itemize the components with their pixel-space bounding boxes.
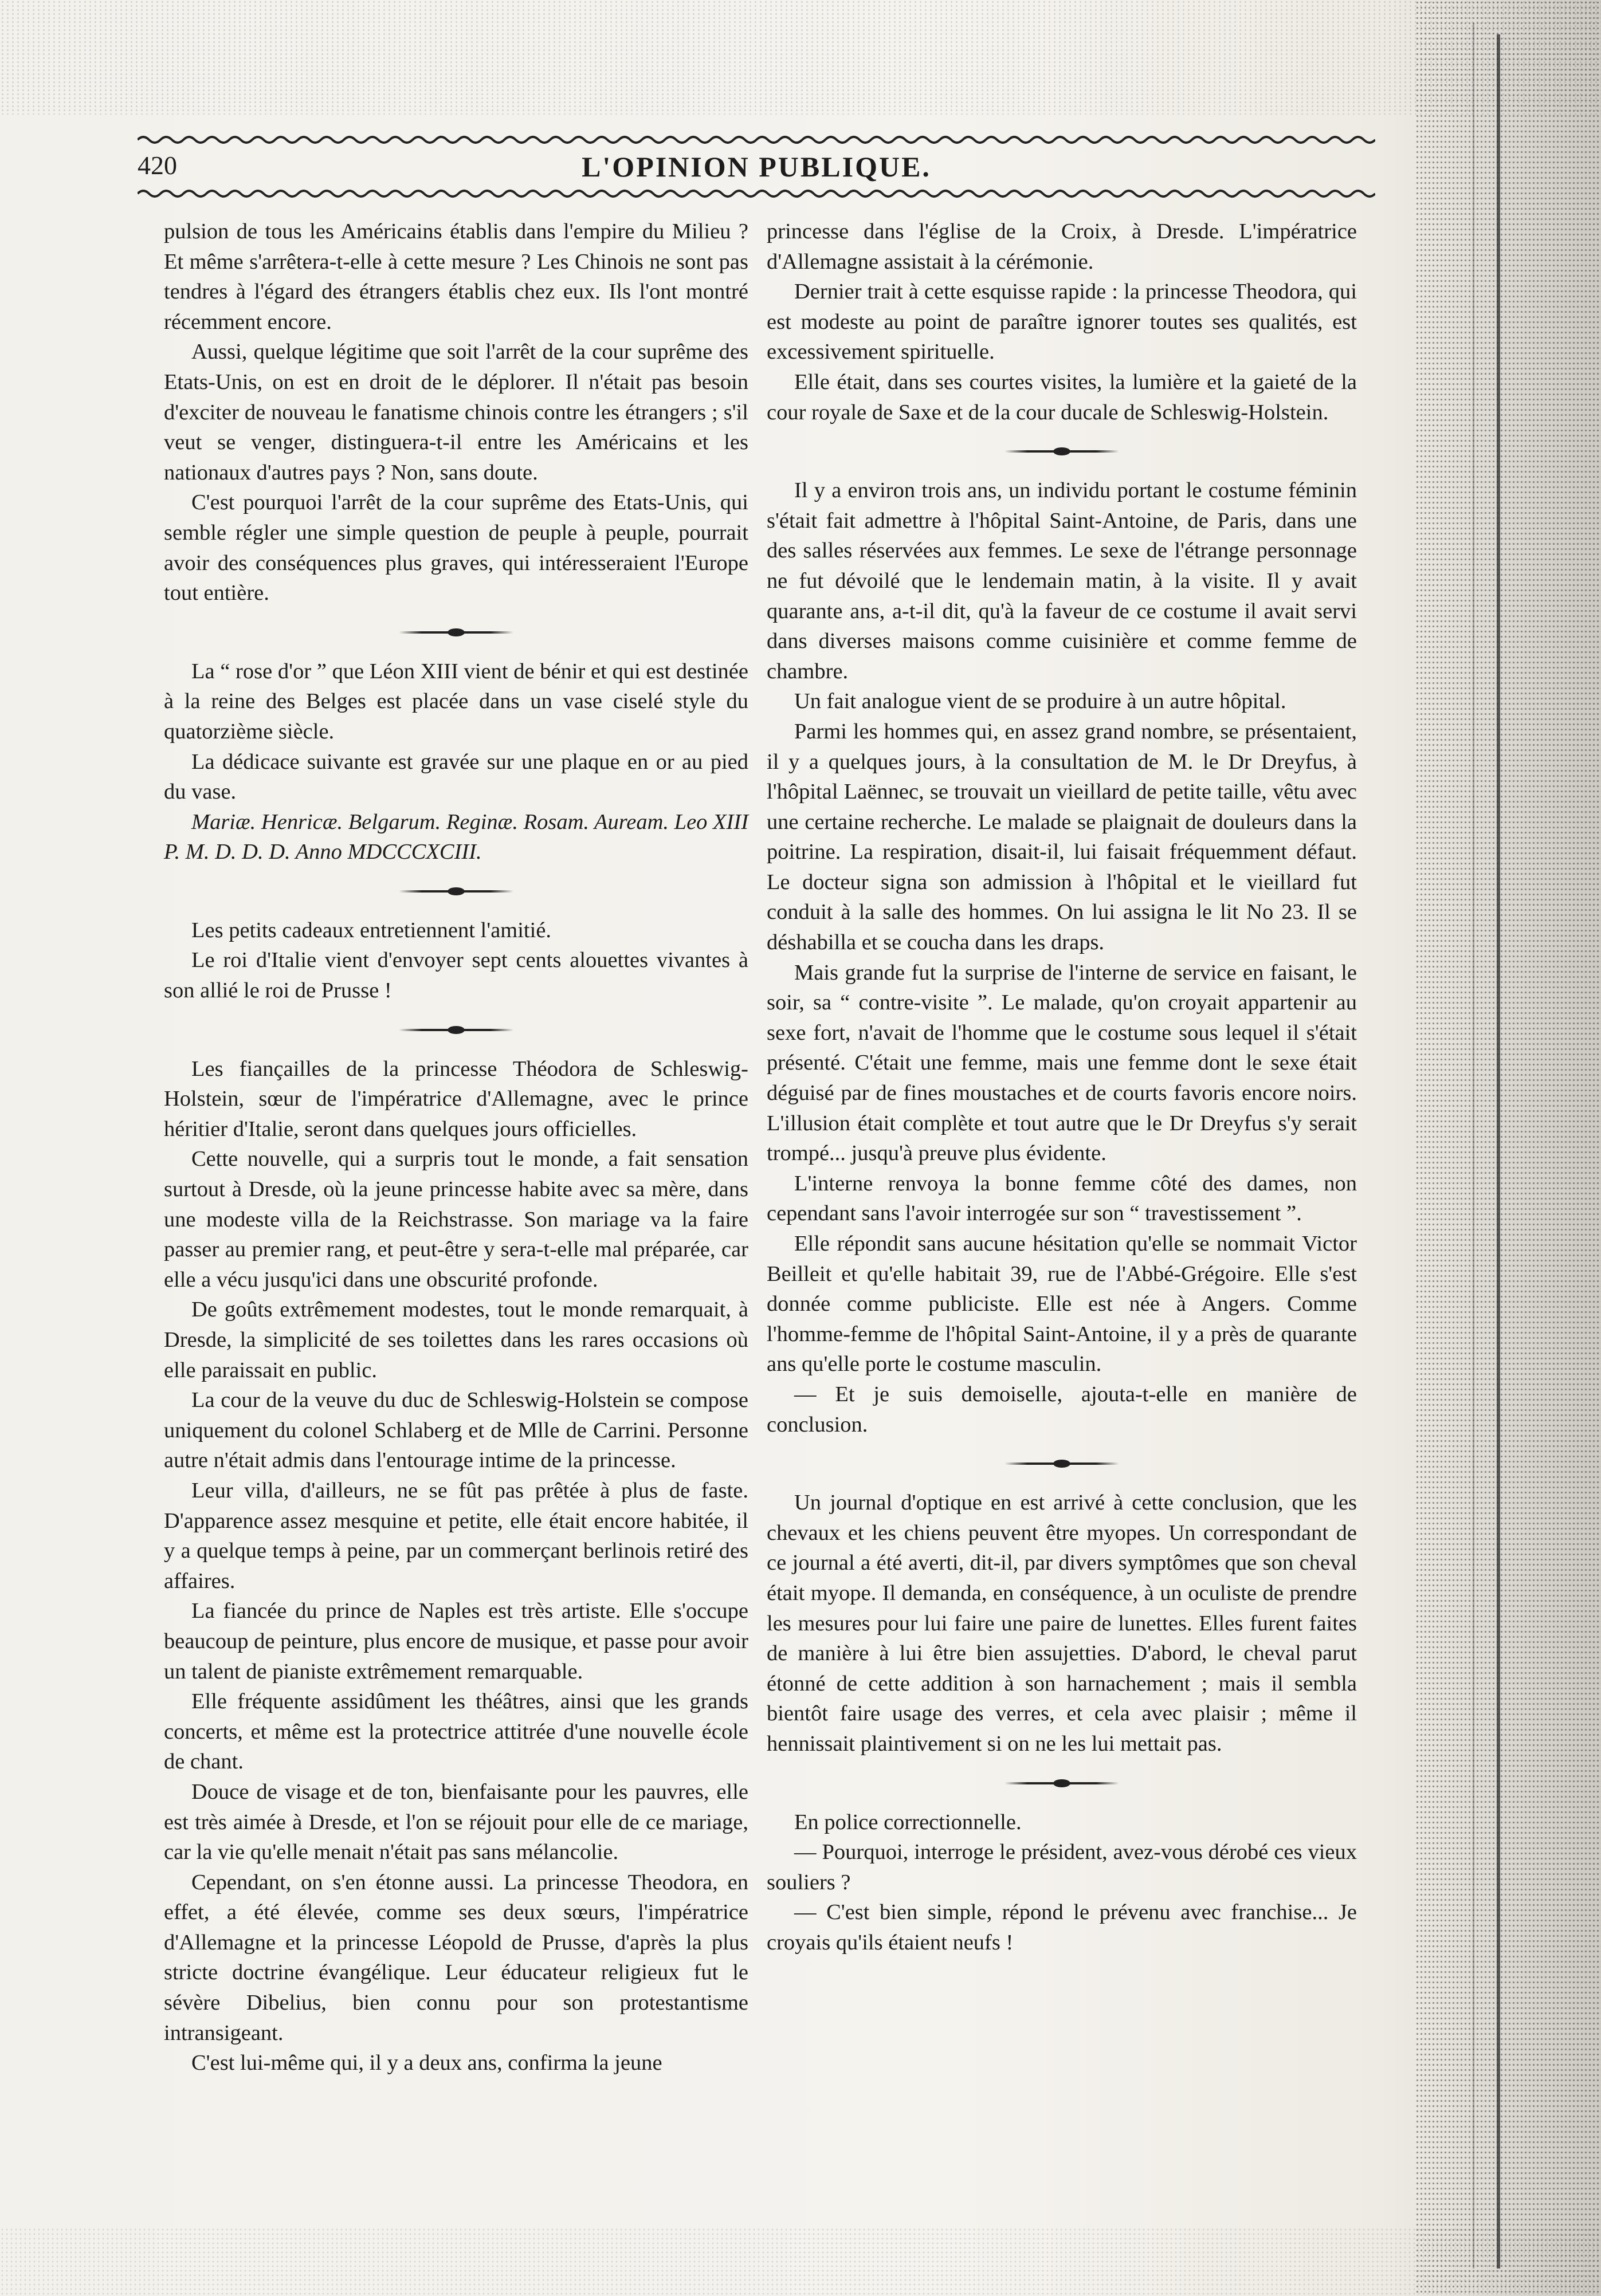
paragraph: C'est lui-même qui, il y a deux ans, confirma la jeune <box>191 2051 662 2075</box>
paragraph: Aussi, quelque légitime que soit l'arrêt de la cour suprême des Etats-Unis, on est en droit de le déplorer. Il n'était pas besoin d'exciter de nouveau le fanatisme chinois contre les étrangers ; s'il veut se venger, distinguera-t-il entre les Américains et les nationaux d'autres pays ? Non, sans doute. <box>164 340 748 485</box>
page-edge-texture-bottom <box>0 2227 1601 2296</box>
paragraph: L'interne renvoya la bonne femme côté des dames, non cependant sans l'avoir interrogée sur son “ travestissement ”. <box>767 1171 1357 1226</box>
paragraph: La cour de la veuve du duc de Schleswig-Holstein se compose uniquement du colonel Schlaberg et de Mlle de Carrini. Personne autre n'était admis dans l'entourage intime de la princesse. <box>164 1388 748 1473</box>
article-chinese-exclusion <box>164 217 748 608</box>
left-column <box>164 217 748 2078</box>
paragraph: La fiancée du prince de Naples est très artiste. Elle s'occupe beaucoup de peinture, plus encore de musique, et passe pour avoir un talent de pianiste extrêmement remarquable. <box>164 1599 748 1684</box>
paragraph: — Et je suis demoiselle, ajouta-t-elle en manière de conclusion. <box>767 1382 1357 1437</box>
paragraph: — C'est bien simple, répond le prévenu avec franchise... Je croyais qu'ils étaient neufs ! <box>767 1900 1357 1955</box>
section-separator <box>164 1013 748 1047</box>
paragraph: Le roi d'Italie vient d'envoyer sept cents alouettes vivantes à son allié le roi de Prusse ! <box>164 948 748 1003</box>
paragraph: La dédicace suivante est gravée sur une plaque en or au pied du vase. <box>164 749 748 804</box>
paragraph: Mais grande fut la surprise de l'interne de service en faisant, le soir, sa “ contre-visite ”. Le malade, qu'on croyait appartenir au sexe fort, n'avait de l'homme que le costume sous lequel il s'était présenté. C'était une femme, mais une femme dont le sexe était déguisé par de fines moustaches et de courts favoris encore noirs. L'illusion était complète et tout autre que le Dr Dreyfus s'y serait trompé... jusqu'à preuve plus évidente. <box>767 960 1357 1166</box>
article-police-court <box>767 1807 1357 1958</box>
article-golden-rose <box>164 656 748 867</box>
paragraph: — Pourquoi, interroge le président, avez-vous dérobé ces vieux souliers ? <box>767 1840 1357 1894</box>
page-number: 420 <box>138 151 177 180</box>
article-princess-theodora <box>164 1054 748 2078</box>
page-header <box>138 150 1375 190</box>
latin-inscription: Mariæ. Henricæ. Belgarum. Reginæ. Rosam. Auream. Leo XIII P. M. D. D. D. Anno MDCCCXCIII. <box>164 809 749 864</box>
binding-shadow-line <box>1473 23 1474 2269</box>
section-separator <box>164 615 748 650</box>
article-princess-theodora-continued <box>767 217 1357 427</box>
paragraph: princesse dans l'église de la Croix, à Dresde. L'impératrice d'Allemagne assistait à la cérémonie. <box>767 219 1357 274</box>
paragraph: pulsion de tous les Américains établis dans l'empire du Milieu ? Et même s'arrêtera-t-elle à cette mesure ? Les Chinois ne sont pas tendres à l'égard des étrangers établis chez eux. Ils l'ont montré récemment encore. <box>164 219 748 334</box>
paragraph: Un fait analogue vient de se produire à un autre hôpital. <box>794 689 1286 714</box>
paragraph: Cependant, on s'en étonne aussi. La princesse Theodora, en effet, a été élevée, comme ses deux sœurs, l'impératrice d'Allemagne et la princesse Léopold de Prusse, d'après la plus stricte doctrine évangélique. Leur éducateur religieux fut le sévère Dibelius, bien connu pour son protestantisme intransigeant. <box>164 1870 748 2045</box>
paragraph: Douce de visage et de ton, bienfaisante pour les pauvres, elle est très aimée à Dresde, et l'on se réjouit pour elle de ce mariage, car la vie qu'elle menait n'était pas sans mélancolie. <box>164 1779 748 1865</box>
section-separator <box>767 434 1357 469</box>
section-separator <box>767 1446 1357 1481</box>
article-disguised-woman <box>767 475 1357 1440</box>
paragraph: Cette nouvelle, qui a surpris tout le monde, a fait sensation surtout à Dresde, où la jeune princesse habite avec sa mère, dans une modeste villa de la Reichstrasse. Son mariage va la faire passer au premier rang, et peut-être y sera-t-elle mal préparée, car elle a vécu jusqu'ici dans une obscurité profonde. <box>164 1147 748 1292</box>
paragraph: Elle répondit sans aucune hésitation qu'elle se nommait Victor Beilleit et qu'elle habitait 39, rue de l'Abbé-Grégoire. Elle s'est donnée comme publiciste. Elle est née à Angers. Comme l'homme-femme de l'hôpital Saint-Antoine, il y a près de quarante ans qu'elle porte le costume masculin. <box>767 1232 1357 1377</box>
paragraph: Un journal d'optique en est arrivé à cette conclusion, que les chevaux et les chiens peuvent être myopes. Un correspondant de ce journal a été averti, dit-il, par divers symptômes que son cheval était myope. Il demanda, en conséquence, à un oculiste de prendre les mesures pour lui faire une paire de lunettes. Elles furent faites de manière à lui être bien assujetties. D'abord, le cheval parut étonné de cette addition à son harnachement ; mais il sembla bientôt faire usage des verres, et cela avec plaisir ; même il hennissait plaintivement si on ne les lui mettait pas. <box>767 1491 1357 1756</box>
section-separator <box>767 1766 1357 1800</box>
header-rule-bottom <box>138 187 1375 200</box>
paragraph: Les fiançailles de la princesse Théodora de Schleswig-Holstein, sœur de l'impératrice d'Allemagne, avec le prince héritier d'Italie, seront dans quelques jours officielles. <box>164 1056 748 1141</box>
binding-gutter <box>1415 0 1601 2296</box>
article-larks-gift <box>164 915 748 1006</box>
header-rule-top <box>138 133 1375 147</box>
paragraph: Elle fréquente assidûment les théâtres, ainsi que les grands concerts, et même est la protectrice attitrée d'une nouvelle école de chant. <box>164 1689 748 1774</box>
paragraph: C'est pourquoi l'arrêt de la cour suprême des Etats-Unis, qui semble régler une simple question de peuple à peuple, pourrait avoir des conséquences plus graves, qui intéresseraient l'Europe tout entière. <box>164 490 748 606</box>
paragraph: Il y a environ trois ans, un individu portant le costume féminin s'était fait admettre à l'hôpital Saint-Antoine, de Paris, dans une des salles réservées aux femmes. Le sexe de l'étrange personnage ne fut dévoilé que le lendemain matin, à la visite. Il y avait quarante ans, a-t-il dit, qu'à la faveur de ce costume il avait servi dans diverses maisons comme cuisinière et comme femme de chambre. <box>767 478 1357 683</box>
paragraph: Elle était, dans ses courtes visites, la lumière et la gaieté de la cour royale de Saxe et de la cour ducale de Schleswig-Holstein. <box>767 369 1357 424</box>
paragraph: En police correctionnelle. <box>794 1810 1022 1834</box>
paragraph: Les petits cadeaux entretiennent l'amitié. <box>191 918 552 942</box>
page-edge-texture-top <box>0 0 1601 115</box>
journal-title: L'OPINION PUBLIQUE. <box>582 151 931 183</box>
article-myopic-horse <box>767 1488 1357 1759</box>
paragraph: De goûts extrêmement modestes, tout le monde remarquait, à Dresde, la simplicité de ses toilettes dans les rares occasions où elle paraissait en public. <box>164 1298 748 1382</box>
paragraph: Parmi les hommes qui, en assez grand nombre, se présentaient, il y a quelques jours, à la consultation de M. le Dr Dreyfus, à l'hôpital Laënnec, se trouvait un vieillard de petite taille, vêtu avec une certaine recherche. Le malade se plaignait de douleurs dans la poitrine. La respiration, disait-il, lui faisait fréquemment défaut. Le docteur signa son admission à l'hôpital et le vieillard fut conduit à la salle des hommes. On lui assigna le lit No 23. Il se déshabilla et se coucha dans les draps. <box>767 719 1357 955</box>
binding-edge-line <box>1497 34 1500 2269</box>
paragraph: Leur villa, d'ailleurs, ne se fût pas prêtée à plus de faste. D'apparence assez mesquine et petite, elle était encore habitée, il y a quelque temps à peine, par un commerçant berlinois retiré des affaires. <box>164 1478 748 1593</box>
paragraph: Dernier trait à cette esquisse rapide : la princesse Theodora, qui est modeste au point de paraître ignorer toutes ses qualités, est excessivement spirituelle. <box>767 280 1357 364</box>
right-column <box>767 217 1357 1957</box>
paragraph: La “ rose d'or ” que Léon XIII vient de bénir et qui est destinée à la reine des Belges est placée dans un vase ciselé style du quatorzième siècle. <box>164 659 748 744</box>
section-separator <box>164 874 748 909</box>
